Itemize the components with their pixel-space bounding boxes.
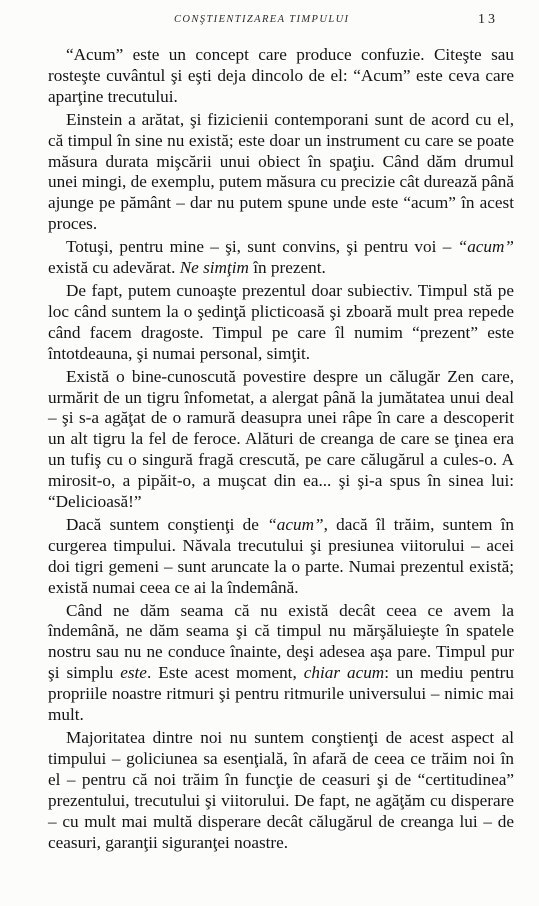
text-run: în prezent.	[248, 258, 326, 278]
text-run: Einstein a arătat, şi fizicienii contemporani sunt de acord cu el, că timpul în sine nu există; este doar un instrument cu care se poate măsura durata mişcării unui obiect în spaţiu. Când dăm drumul unei mingi, de exemplu, putem măsura cu precizie cât durează până ajunge pe pământ – dar nu putem spune unde este “acum” în acest proces.	[48, 109, 514, 234]
text-run: Totuşi, pentru mine – şi, sunt convins, şi pentru voi –	[66, 237, 458, 257]
text-run: Când ne dăm seama că nu există decât ceea ce avem la îndemână, ne dăm seama şi că timpul nu mărşăluieşte în spatele nostru sau nu ne conduce înainte, deşi adesea aşa pare. Timpul pur şi simplu	[48, 600, 514, 683]
paragraph	[48, 45, 514, 108]
text-run: , dacă îl trăim, suntem în curgerea timpului. Năvala trecutului şi presiunea viitorului – acei doi tigri gemeni – sunt aruncate la o parte. Numai prezentul există; există numai ceea ce ai la îndemână.	[48, 514, 515, 597]
italic-text: “acum”	[267, 514, 324, 534]
paragraph	[48, 367, 514, 513]
running-title: CONŞTIENTIZAREA TIMPULUI	[174, 14, 350, 25]
paragraph	[48, 515, 514, 599]
running-head	[0, 12, 539, 32]
italic-text: Ne simţim	[179, 258, 249, 278]
body-text	[48, 45, 514, 853]
italic-text: este	[120, 663, 147, 683]
paragraph	[48, 728, 514, 853]
text-run: Dacă suntem conştienţi de	[66, 514, 268, 534]
text-run: există cu adevărat.	[48, 258, 180, 278]
text-run: Există o bine-cunoscută povestire despre un călugăr Zen care, urmărit de un tigru înfometat, a alergat până la jumătatea unui deal – şi s-a agăţat de o ramură deasupra unei râpe în care a descoperit un alt tigru la fel de feroce. Alături de creanga de care se ţinea era un tufiş cu o singură fragă crescută, pe care călugărul a cules-o. A mirosit-o, a pipăit-o, a muşcat din ea... şi şi-a spus în sinea lui: “Delicioasă!”	[48, 366, 514, 512]
text-run: De fapt, putem cunoaşte prezentul doar subiectiv. Timpul stă pe loc când suntem la o şedinţă plicticoasă şi zboară mult prea repede când facem dragoste. Timpul pe care îl numim “prezent” este întotdeauna, şi numai personal, simţit.	[48, 280, 514, 363]
text-run: “Acum” este un concept care produce confuzie. Citeşte sau rosteşte cuvântul şi eşti deja dincolo de el: “Acum” este ceva care aparţine trecutului.	[48, 45, 514, 106]
paragraph	[48, 110, 514, 235]
page-number: 13	[478, 12, 498, 27]
paragraph	[48, 237, 514, 279]
paragraph	[48, 281, 514, 365]
italic-text: “acum”	[457, 237, 514, 257]
text-run: : un mediu pentru propriile noastre ritmuri şi pentru ritmurile universului – nimic mai mult.	[48, 663, 514, 725]
italic-text: chiar acum	[303, 663, 385, 683]
text-run: Majoritatea dintre noi nu suntem conştienţi de acest aspect al timpului – goliciunea sa esenţială, în afară de ceea ce trăim noi în el – pentru că noi trăim în funcţie de ceasuri şi de “certitudinea” prezentului, trecutului şi viitorului. De fapt, ne agăţăm cu disperare – cu mult mai multă disperare decât călugărul de creanga lui – de ceasuri, garanţii siguranţei noastre.	[48, 728, 514, 852]
text-run: . Este acest moment,	[146, 663, 304, 683]
paragraph	[48, 601, 514, 726]
